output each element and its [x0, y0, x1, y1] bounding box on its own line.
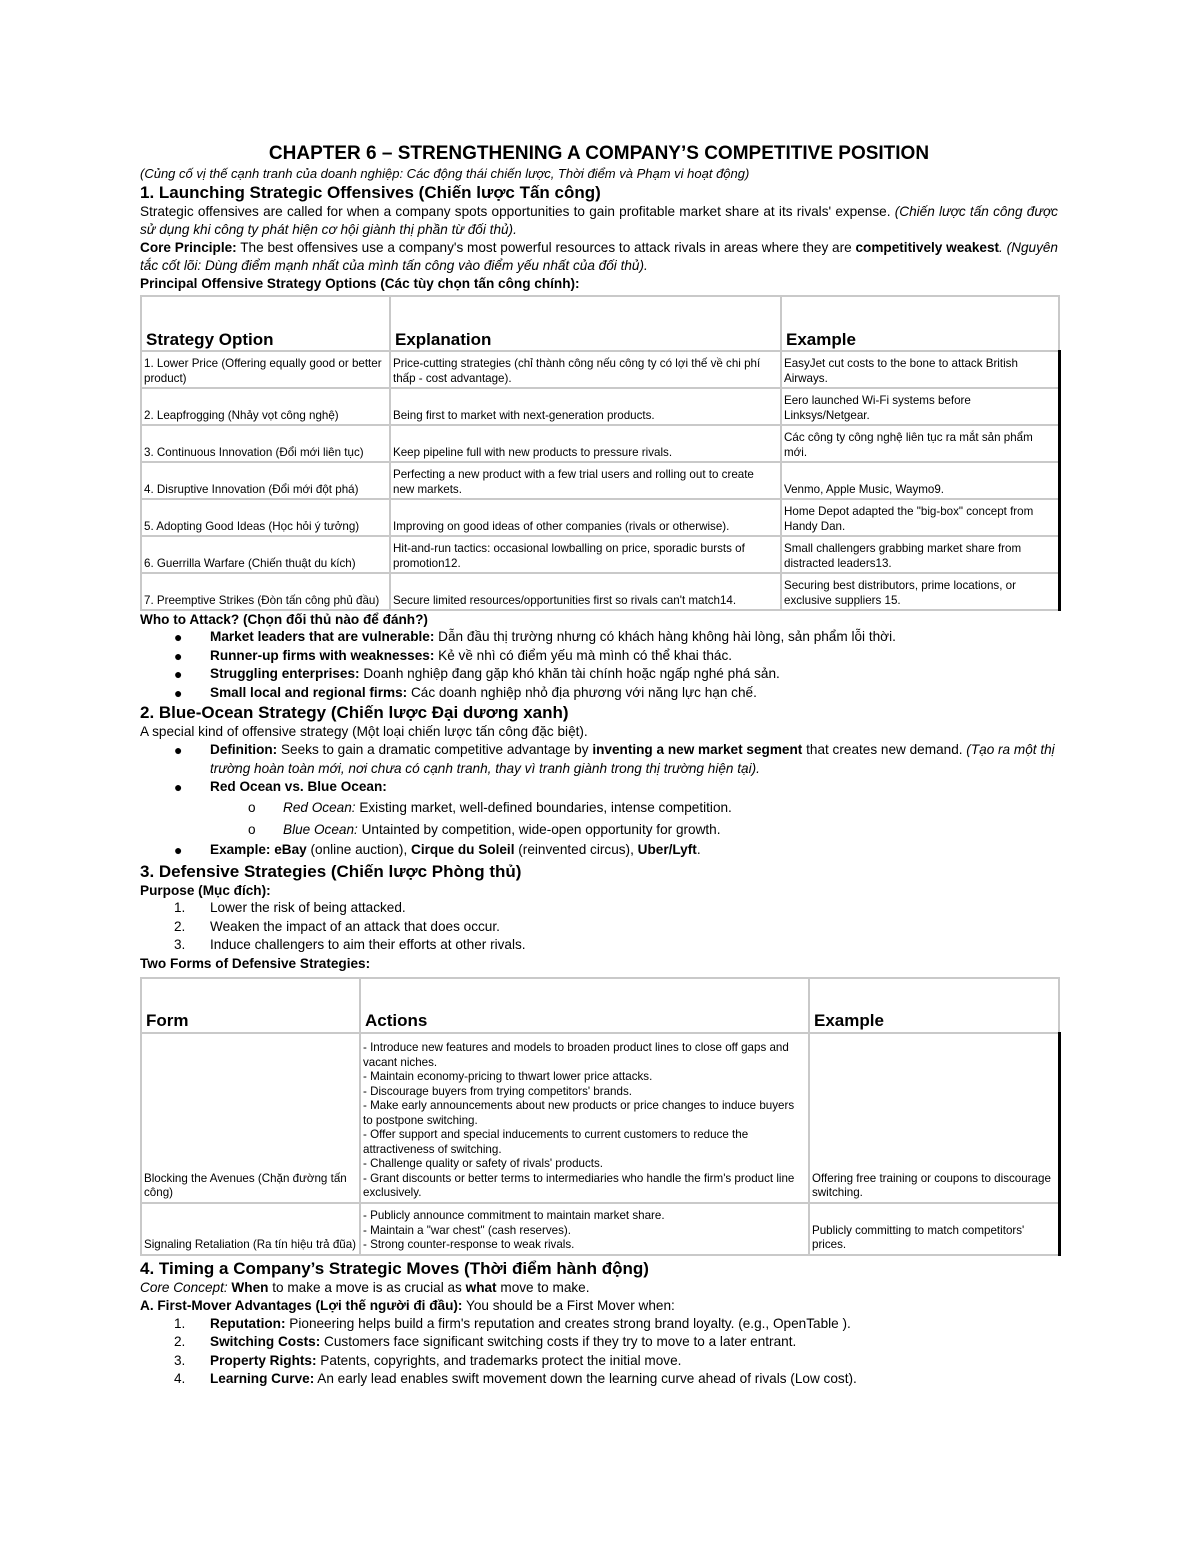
- table-cell: Small challengers grabbing market share from distracted leaders13.: [781, 536, 1059, 573]
- list-item: ● Runner-up firms with weaknesses: Kẻ về nhì có điểm yếu mà mình có thể khai thác.: [174, 647, 733, 664]
- list-item: 4. Learning Curve: An early lead enables swift movement down the learning curve ahead of rivals (Low cost).: [174, 1371, 857, 1386]
- table-cell: Improving on good ideas of other companies (rivals or otherwise).: [390, 499, 781, 536]
- blue-ocean-example-list: [140, 841, 1058, 860]
- circle-bullet-icon: o: [248, 821, 256, 837]
- col-header-actions: Actions: [360, 978, 809, 1033]
- defensive-forms-table: [140, 977, 1061, 1256]
- offensive-options-heading: Principal Offensive Strategy Options (Các tùy chọn tấn công chính):: [140, 276, 580, 291]
- page-subtitle: (Củng cố vị thế cạnh tranh của doanh nghiệp: Các động thái chiến lược, Thời điểm và Phạm vi hoạt động): [140, 166, 750, 181]
- col-header-form: Form: [141, 978, 360, 1033]
- s4-core-concept: Core Concept: When to make a move is as crucial as what move to make.: [140, 1279, 590, 1295]
- table-cell: 3. Continuous Innovation (Đổi mới liên tục): [141, 425, 390, 462]
- table-cell: Hit-and-run tactics: occasional lowballing on price, sporadic bursts of promotion12.: [390, 536, 781, 573]
- purpose-heading: Purpose (Mục đích):: [140, 883, 271, 898]
- table-cell: - Introduce new features and models to broaden product lines to close off gaps and vacant niches. - Maintain economy-pricing to thwart lower price attacks. - Discourage buyers from trying competitors' brands. - Make early announcements about new products or price changes to induce buyers to postpone switching. - Offer support and special inducements to current customers to reduce the attractiveness of switching. - Challenge quality or safety of rivals' products. - Grant discounts or better terms to intermediaries who handle the firm's product line exclusively.: [360, 1033, 809, 1203]
- first-mover-list: [140, 1315, 1058, 1389]
- who-to-attack-list: [140, 628, 1058, 702]
- table-cell: Các công ty công nghệ liên tục ra mắt sản phẩm mới.: [781, 425, 1059, 462]
- s2-intro: A special kind of offensive strategy (Một loại chiến lược tấn công đặc biệt).: [140, 724, 588, 739]
- table-row: [141, 573, 1059, 610]
- list-item: ● Example: eBay (online auction), Cirque du Soleil (reinvented circus), Uber/Lyft.: [174, 841, 701, 858]
- section-3-heading: 3. Defensive Strategies (Chiến lược Phòng thủ): [140, 862, 522, 881]
- table-header-row: [141, 296, 1059, 351]
- table-cell: Secure limited resources/opportunities first so rivals can't match14.: [390, 573, 781, 610]
- who-to-attack-heading: Who to Attack? (Chọn đối thủ nào để đánh?): [140, 612, 428, 627]
- list-item: ● Struggling enterprises: Doanh nghiệp đang gặp khó khăn tài chính hoặc ngấp nghé phá sản.: [174, 666, 780, 682]
- page-title: CHAPTER 6 – STRENGTHENING A COMPANY’S COMPETITIVE POSITION: [268, 143, 930, 164]
- list-item: 2. Weaken the impact of an attack that does occur.: [174, 918, 500, 934]
- table-cell: Signaling Retaliation (Ra tín hiệu trả đũa): [141, 1203, 360, 1255]
- table-cell: - Publicly announce commitment to maintain market share. - Maintain a "war chest" (cash reserves). - Strong counter-response to weak rivals.: [360, 1203, 809, 1255]
- list-item: ● Small local and regional firms: Các doanh nghiệp nhỏ địa phương với năng lực hạn chế.: [174, 684, 757, 701]
- list-item: 2. Switching Costs: Customers face significant switching costs if they try to move to a later entrant.: [174, 1334, 797, 1349]
- list-item: ● Red Ocean vs. Blue Ocean:: [174, 779, 387, 795]
- table-cell: Venmo, Apple Music, Waymo9.: [781, 462, 1059, 499]
- table-cell: 5. Adopting Good Ideas (Học hỏi ý tưởng): [141, 499, 390, 536]
- document-page: [140, 143, 1058, 1389]
- bullet-icon: ●: [174, 841, 183, 858]
- list-item: 3. Property Rights: Patents, copyrights, and trademarks protect the initial move.: [174, 1352, 682, 1368]
- list-item: ● Market leaders that are vulnerable: Dẫn đầu thị trường nhưng có khách hàng không hài lòng, sản phẩm lỗi thời.: [174, 629, 896, 645]
- table-row: [141, 1203, 1059, 1255]
- table-cell: 1. Lower Price (Offering equally good or better product): [141, 351, 390, 388]
- table-cell: Blocking the Avenues (Chặn đường tấn công): [141, 1033, 360, 1203]
- bullet-icon: ●: [174, 742, 183, 758]
- col-header-explanation: Explanation: [390, 296, 781, 351]
- bullet-icon: ●: [174, 779, 183, 795]
- col-header-example: Example: [809, 978, 1059, 1033]
- table-cell: Eero launched Wi-Fi systems before Linksys/Netgear.: [781, 388, 1059, 425]
- first-mover-heading: A. First-Mover Advantages (Lợi thế người đi đầu): You should be a First Mover when:: [140, 1297, 675, 1313]
- table-cell: 7. Preemptive Strikes (Đòn tấn công phủ đầu): [141, 573, 390, 610]
- section-4-heading: 4. Timing a Company’s Strategic Moves (Thời điểm hành động): [140, 1258, 649, 1278]
- ocean-sublist: [140, 797, 1058, 841]
- purpose-list: [140, 899, 1058, 955]
- table-row: [141, 499, 1059, 536]
- s1-core-principle: Core Principle: The best offensives use a company's most powerful resources to attack rivals in areas where they are competitively weakest. (Nguyên tắc cốt lõi: Dùng điểm mạnh nhất của mình tấn công vào điểm yếu nhất của đối thủ).: [140, 240, 1058, 273]
- section-1-heading: 1. Launching Strategic Offensives (Chiến lược Tấn công): [140, 183, 601, 202]
- list-item: o Blue Ocean: Untainted by competition, wide-open opportunity for growth.: [140, 819, 1058, 841]
- col-header-strategy-option: Strategy Option: [141, 296, 390, 351]
- list-item: ● Definition: Seeks to gain a dramatic competitive advantage by inventing a new market segment that creates new demand. (Tạo ra một thị trường hoàn toàn mới, nơi chưa có cạnh tranh, thay vì tranh giành trong thị trường hiện tại).: [174, 742, 1055, 776]
- table-row: [141, 536, 1059, 573]
- table-cell: Keep pipeline full with new products to pressure rivals.: [390, 425, 781, 462]
- blue-ocean-list: [140, 741, 1058, 797]
- table-row: [141, 351, 1059, 388]
- list-item: 3. Induce challengers to aim their efforts at other rivals.: [174, 937, 526, 952]
- bullet-icon: ●: [174, 666, 183, 682]
- table-row: [141, 388, 1059, 425]
- bullet-icon: ●: [174, 647, 183, 664]
- table-header-row: [141, 978, 1059, 1033]
- table-cell: Offering free training or coupons to discourage switching.: [809, 1033, 1059, 1203]
- table-cell: Being first to market with next-generation products.: [390, 388, 781, 425]
- offensive-options-table: [140, 295, 1061, 611]
- defensive-forms-heading: Two Forms of Defensive Strategies:: [140, 955, 371, 971]
- table-cell: 6. Guerrilla Warfare (Chiến thuật du kích): [141, 536, 390, 573]
- table-cell: 4. Disruptive Innovation (Đổi mới đột phá): [141, 462, 390, 499]
- table-cell: Price-cutting strategies (chỉ thành công nếu công ty có lợi thế về chi phí thấp - cost advantage).: [390, 351, 781, 388]
- table-cell: Securing best distributors, prime locations, or exclusive suppliers 15.: [781, 573, 1059, 610]
- table-cell: 2. Leapfrogging (Nhảy vọt công nghệ): [141, 388, 390, 425]
- table-cell: Publicly committing to match competitors' prices.: [809, 1203, 1059, 1255]
- s1-intro: Strategic offensives are called for when a company spots opportunities to gain profitable market share at its rivals' expense. (Chiến lược tấn công được sử dụng khi công ty phát hiện cơ hội giành thị phần từ đối thủ).: [140, 204, 1058, 237]
- bullet-icon: ●: [174, 684, 183, 701]
- list-item: 1. Lower the risk of being attacked.: [174, 900, 406, 915]
- bullet-icon: ●: [174, 629, 183, 645]
- table-cell: Home Depot adapted the "big-box" concept from Handy Dan.: [781, 499, 1059, 536]
- table-row: [141, 425, 1059, 462]
- table-cell: Perfecting a new product with a few trial users and rolling out to create new markets.: [390, 462, 781, 499]
- col-header-example: Example: [781, 296, 1059, 351]
- list-item: o Red Ocean: Existing market, well-defined boundaries, intense competition.: [140, 797, 1058, 819]
- table-row: [141, 462, 1059, 499]
- table-cell: EasyJet cut costs to the bone to attack British Airways.: [781, 351, 1059, 388]
- circle-bullet-icon: o: [248, 799, 256, 815]
- section-2-heading: 2. Blue-Ocean Strategy (Chiến lược Đại dương xanh): [140, 703, 569, 722]
- list-item: 1. Reputation: Pioneering helps build a firm's reputation and creates strong brand loyalty. (e.g., OpenTable ).: [174, 1315, 851, 1331]
- table-row: [141, 1033, 1059, 1203]
